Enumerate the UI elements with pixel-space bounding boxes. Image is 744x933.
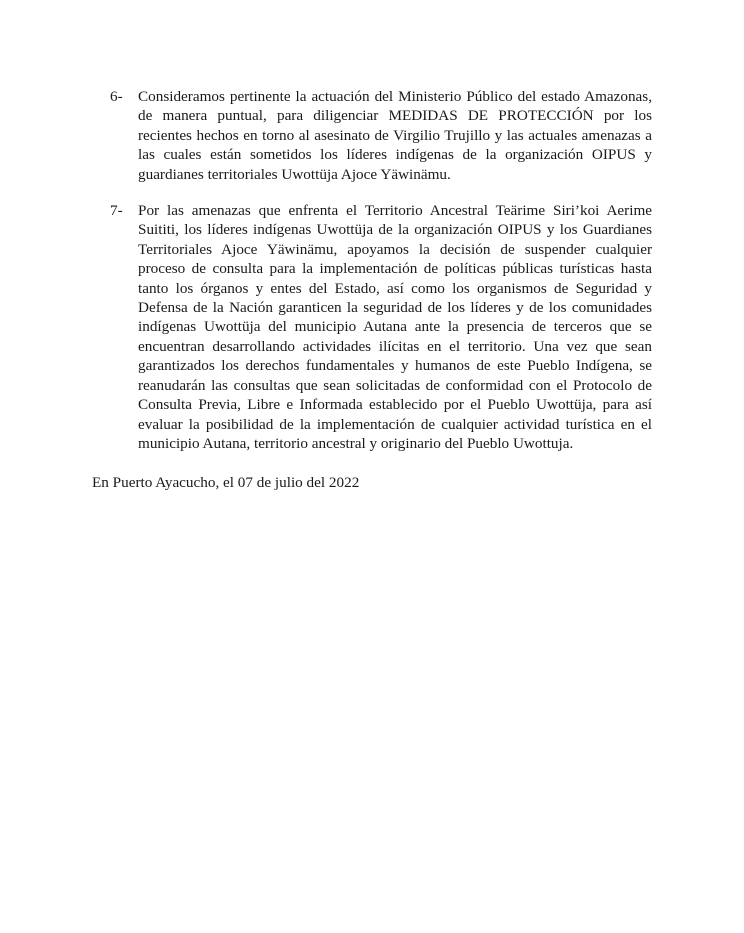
item-number: 7- [110,202,123,220]
item-number: 6- [110,88,123,105]
item-text: Por las amenazas que enfrenta el Territorio Ancestral Teärime Siri’koi Aerime Suititi, los líderes indígenas Uwottüja de la organización OIPUS y los Guardianes Territoriales Ajoce Yäwinämu, apoyamos la decisión de suspender cualquier proceso de consulta para la implementación de políticas públicas turísticas hasta tanto los órganos y entes del Estado, así como los organismos de Seguridad y Defensa de la Nación garanticen la seguridad de los líderes y de los comunidades indígenas Uwottüja del municipio Autana ante la presencia de terceros que se encuentran desarrollando actividades ilícitas en el territorio. Una vez que sean garantizados los derechos fundamentales y humanos de este Pueblo Indígena, se reanudarán las consultas que sean solicitadas de conformidad con el Protocolo de Consulta Previa, Libre e Informada establecido por el Pueblo Uwottüja, para así evaluar la posibilidad de la implementación de cualquier actividad turística en el municipio Autana, territorio ancestral y originario del Pueblo Uwottuja. [138,202,652,452]
item-text: Consideramos pertinente la actuación del Ministerio Público del estado Amazonas, de manera puntual, para diligenciar MEDIDAS DE PROTECCIÓN por los recientes hechos en torno al asesinato de Virgilio Trujillo y las actuales amenazas a las cuales están sometidos los líderes indígenas de la organización OIPUS y guardianes territoriales Uwottüja Ajoce Yäwinämu. [138,88,652,183]
closing-place-date: En Puerto Ayacucho, el 07 de julio del 2022 [92,474,360,491]
list-item [110,87,652,184]
list-item [110,201,652,453]
numbered-list [110,87,652,470]
